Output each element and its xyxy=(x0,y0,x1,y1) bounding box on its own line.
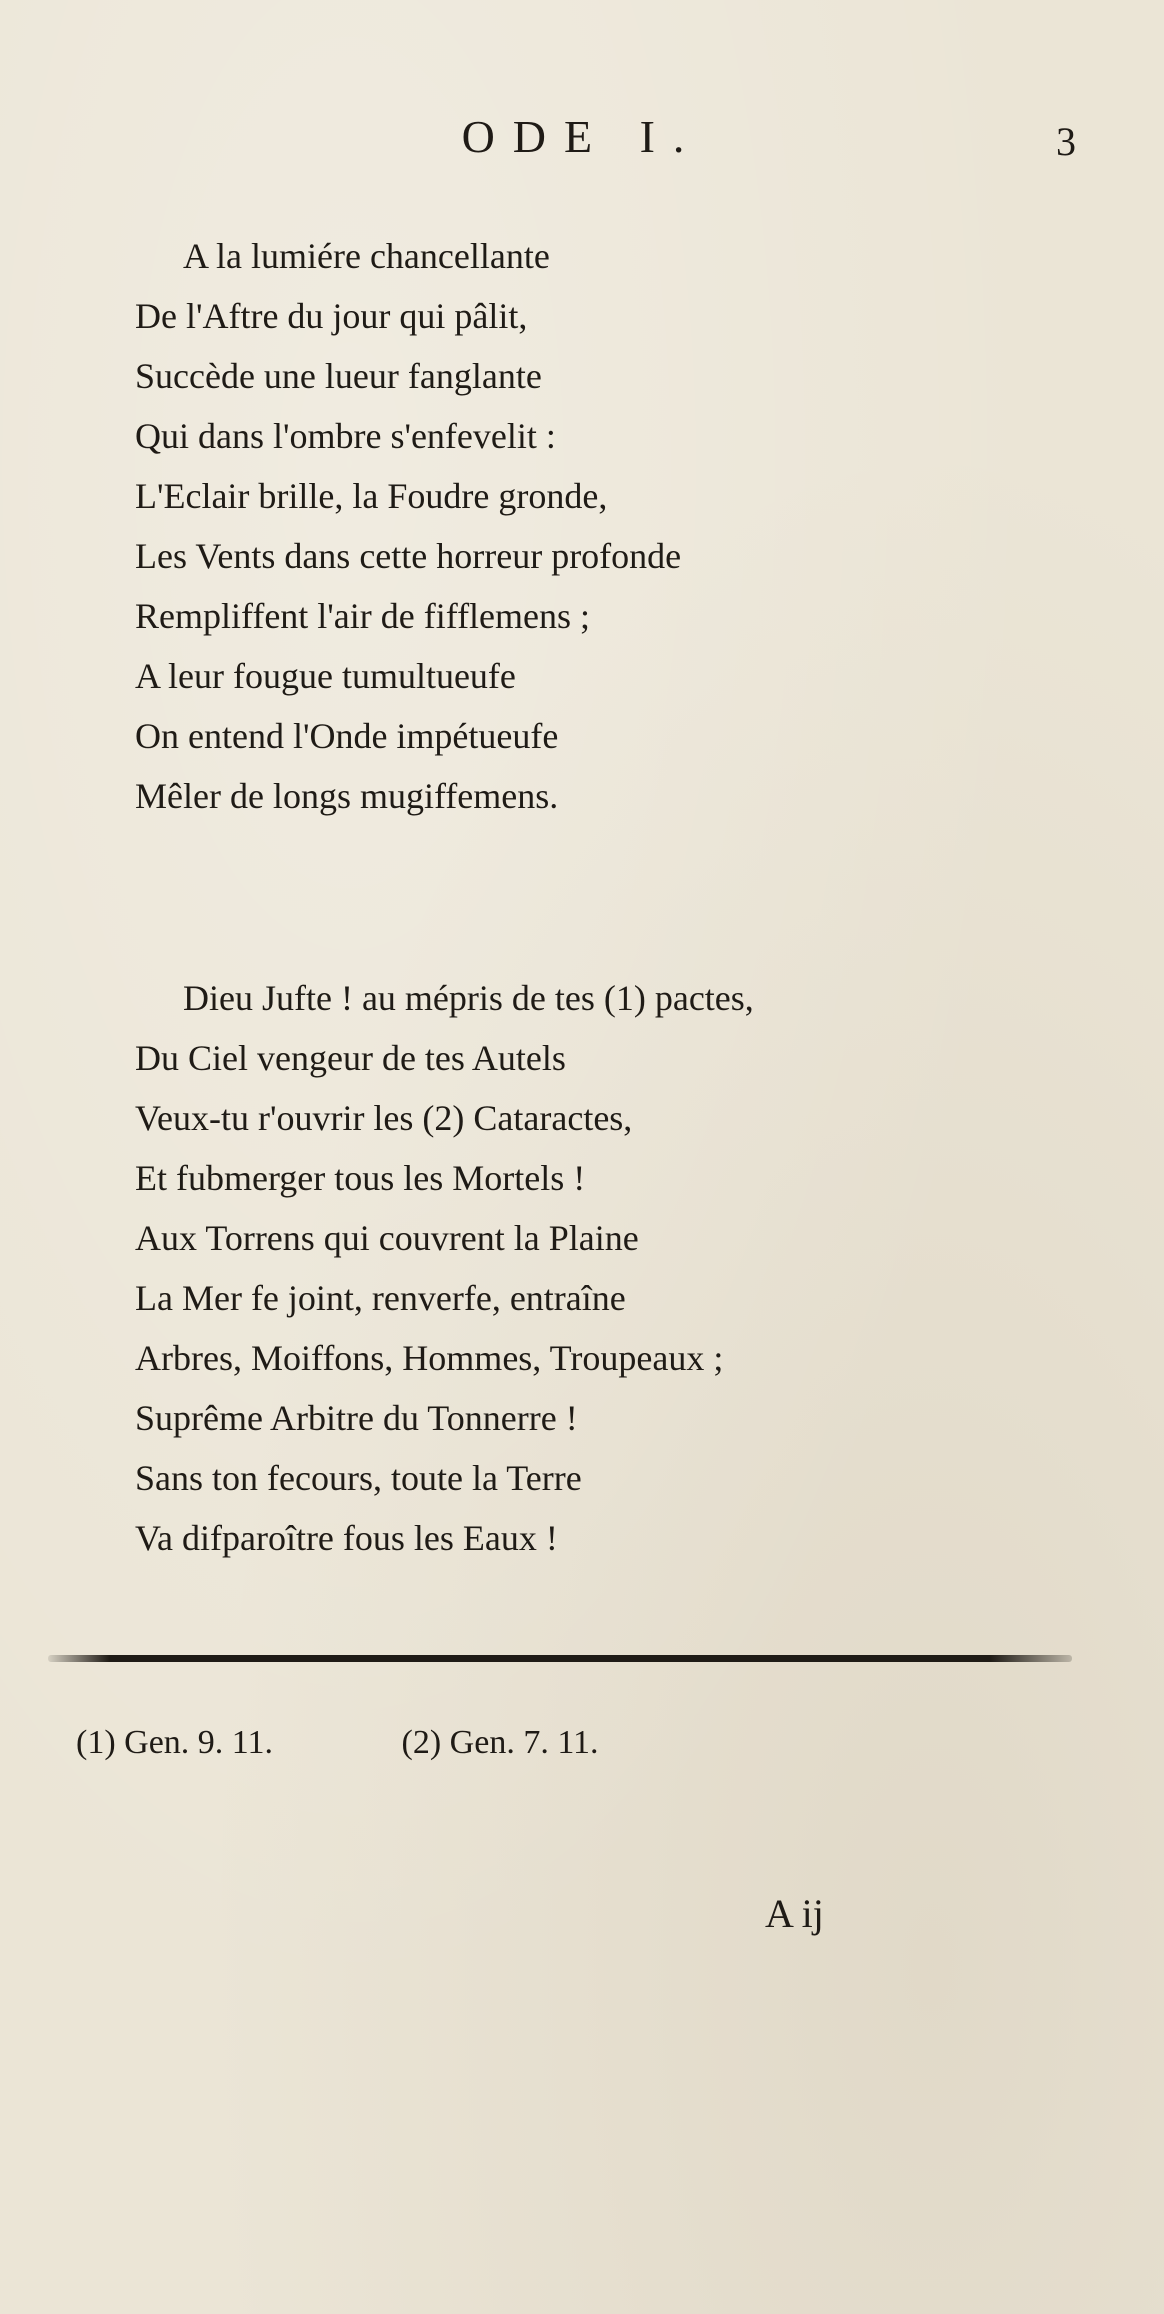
verse-line: A leur fougue tumultueufe xyxy=(135,656,516,696)
verse-line: Dieu Jufte ! au mépris de tes (1) pactes, xyxy=(183,978,754,1018)
footnote-2: (2) Gen. 7. 11. xyxy=(401,1724,599,1761)
verse-line: Et fubmerger tous les Mortels ! xyxy=(135,1158,586,1198)
verse-line: Veux-tu r'ouvrir les (2) Cataractes, xyxy=(135,1098,633,1138)
verse-line: Succède une lueur fanglante xyxy=(135,356,542,396)
verse-line: Qui dans l'ombre s'enfevelit : xyxy=(135,416,556,456)
verse-line: Suprême Arbitre du Tonnerre ! xyxy=(135,1398,578,1438)
verse-line: Du Ciel vengeur de tes Autels xyxy=(135,1038,566,1078)
verse-line: Va difparoître fous les Eaux ! xyxy=(135,1518,558,1558)
page-number: 3 xyxy=(1056,119,1076,164)
footnote-divider xyxy=(48,1655,1072,1662)
verse-line: Rempliffent l'air de fifflemens ; xyxy=(135,596,591,636)
verse-line: La Mer fe joint, renverfe, entraîne xyxy=(135,1278,626,1318)
stanza-1 xyxy=(135,226,1095,826)
verse-line: Aux Torrens qui couvrent la Plaine xyxy=(135,1218,639,1258)
stanza-2 xyxy=(135,968,1095,1568)
verse-line: Arbres, Moiffons, Hommes, Troupeaux ; xyxy=(135,1338,724,1378)
footnote-1: (1) Gen. 9. 11. xyxy=(76,1724,274,1761)
verse-line: Mêler de longs mugiffemens. xyxy=(135,776,559,816)
verse-line: Sans ton fecours, toute la Terre xyxy=(135,1458,582,1498)
verse-line: L'Eclair brille, la Foudre gronde, xyxy=(135,476,608,516)
verse-line: Les Vents dans cette horreur profonde xyxy=(135,536,682,576)
signature-mark: A ij xyxy=(765,1891,824,1936)
verse-line: A la lumiére chancellante xyxy=(183,236,550,276)
footnotes xyxy=(76,1724,1076,1762)
verse-line: De l'Aftre du jour qui pâlit, xyxy=(135,296,528,336)
verse-line: On entend l'Onde impétueufe xyxy=(135,716,559,756)
page-title: ODE I. xyxy=(461,111,703,162)
